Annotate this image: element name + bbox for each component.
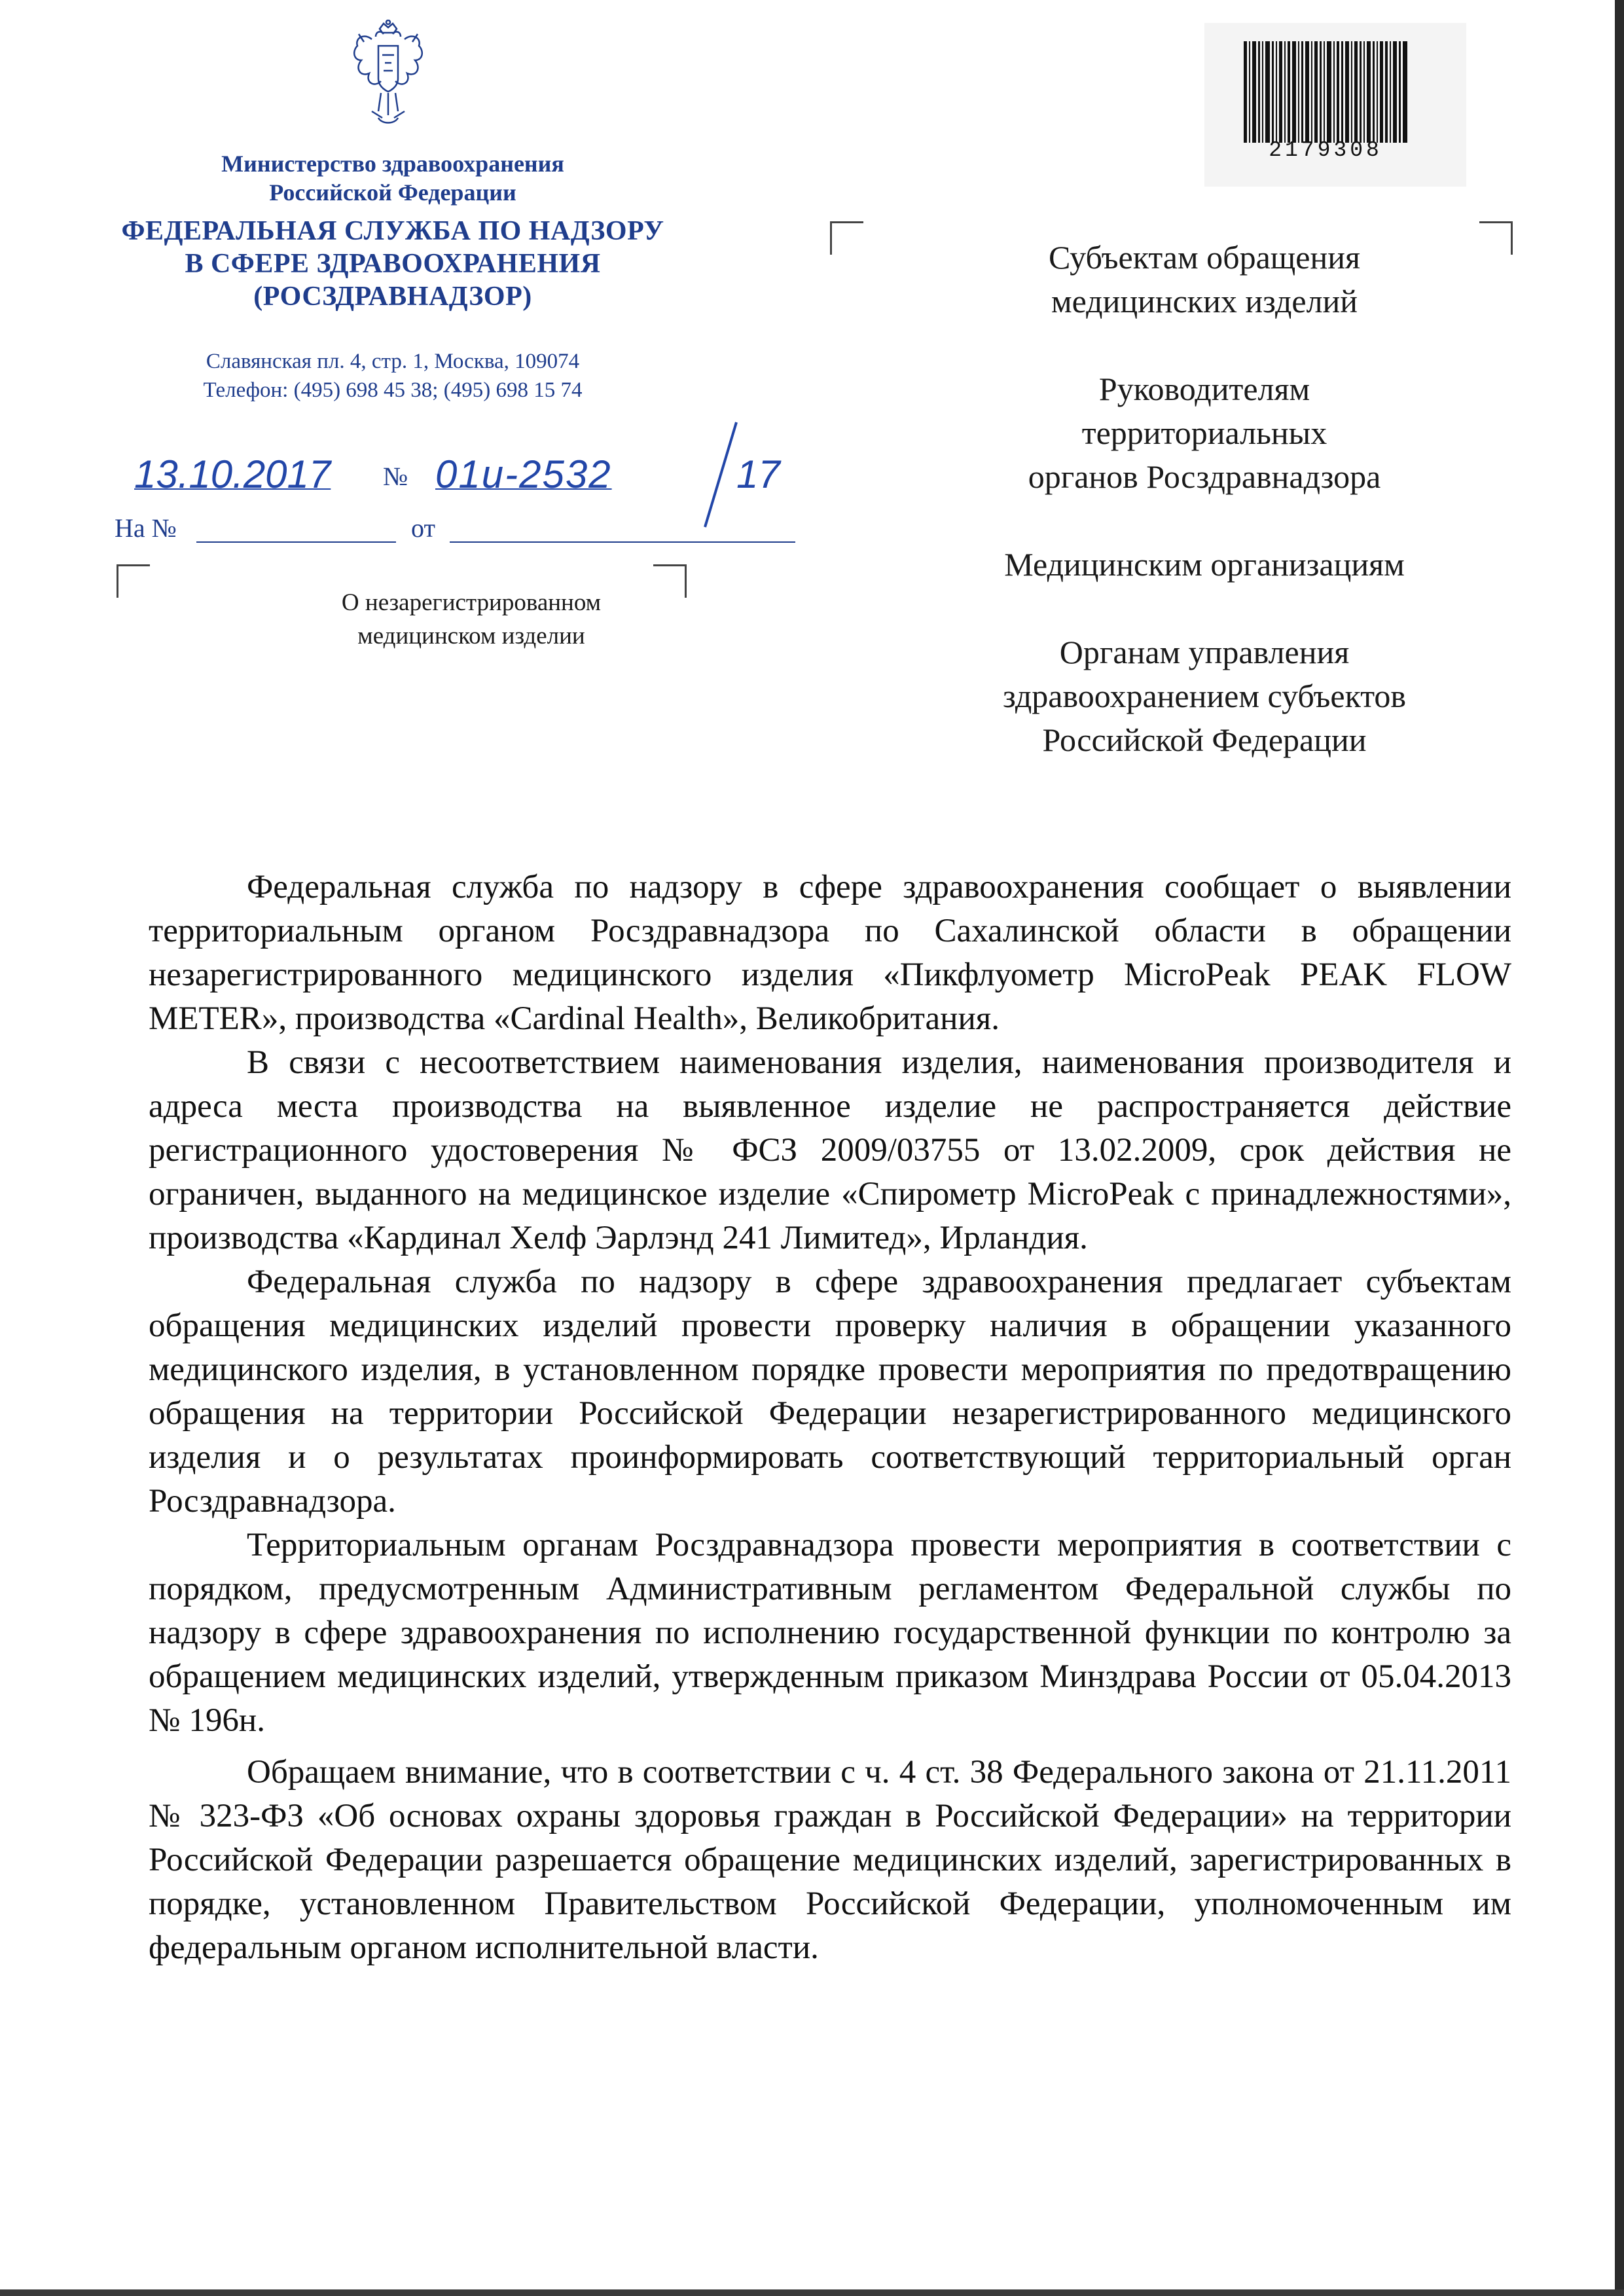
subject-bracket-left: [117, 564, 150, 598]
barcode-sticker: [1204, 23, 1466, 187]
addressee-bracket-left: [830, 221, 863, 255]
addressee-line: медицинских изделий: [1051, 283, 1358, 319]
reference-from-label: от: [411, 513, 435, 543]
addressee-line: здравоохранением субъектов: [1002, 678, 1407, 714]
postal-address: Славянская пл. 4, стр. 1, Москва, 109074: [206, 350, 580, 373]
addressee-line: Субъектам обращения: [1049, 239, 1360, 276]
barcode-number: 2179308: [1269, 138, 1382, 162]
reference-number-blank: [196, 541, 396, 543]
body-paragraph-5: Обращаем внимание, что в соответствии с ч. 4 ст. 38 Федерального закона от 21.11.2011 № 323-ФЗ «Об основах охраны здоровья граждан в Российской Федерации» на территории Российской Федерации разрешается обращение медицинских изделий, зарегистрированных в порядке, установленном Правительством Российской Федерации, уполномоченным им федеральным органом исполнительной власти.: [149, 1754, 1511, 1966]
subject-line-2: медицинском изделии: [357, 623, 585, 649]
reference-line: [115, 513, 691, 545]
registration-year-suffix: 17: [736, 452, 780, 496]
reference-number-label: На №: [115, 513, 177, 543]
reference-date-blank: [450, 541, 795, 543]
double-headed-eagle-emblem-icon: [346, 20, 431, 137]
contact-block: [105, 347, 681, 405]
addressee-block-4: [890, 630, 1519, 762]
addressee-line: Органам управления: [1059, 634, 1350, 670]
scan-bottom-shadow: [0, 2289, 1624, 2296]
service-line-1: ФЕДЕРАЛЬНАЯ СЛУЖБА ПО НАДЗОРУ: [121, 216, 664, 246]
number-sign: №: [383, 462, 408, 491]
registration-date: 13.10.2017: [134, 452, 331, 496]
addressee-block-2: [890, 367, 1519, 499]
addressee-list: [890, 236, 1519, 806]
ministry-line-1: Министерство здравоохранения: [221, 151, 564, 177]
ministry-name: [118, 149, 668, 207]
subject-line-1: О незарегистрированном: [341, 589, 602, 616]
body-paragraph-2: В связи с несоответствием наименования изделия, наименования производителя и адреса места производства на выявленное изделие не распространяется действие регистрационного удостоверения № ФСЗ 2009/03755 от 13.02.2009, срок действия не ограничен, выданного на медицинское изделие «Спирометр MicroPeak с принадлежностями», производства «Кардинал Хелф Эарлэнд 241 Лимитед», Ирландия.: [149, 1044, 1511, 1256]
letter-subject: [275, 586, 668, 653]
registration-number: 01и-2532: [435, 452, 612, 496]
scan-edge-shadow: [1615, 0, 1624, 2296]
addressee-line: Медицинским организациям: [1004, 546, 1405, 583]
addressee-line: Руководителям: [1098, 371, 1310, 407]
body-paragraph-3: Федеральная служба по надзору в сфере здравоохранения предлагает субъектам обращения медицинских изделий провести проверку наличия в обращении указанного медицинского изделия, в установленном порядке провести мероприятия по предотвращению обращения на территории Российской Федерации незарегистрированного медицинского изделия и о результатах проинформировать соответствующий территориальный орган Росздравнадзора.: [149, 1264, 1511, 1520]
barcode-icon: [1244, 41, 1407, 143]
service-line-2: В СФЕРЕ ЗДРАВООХРАНЕНИЯ: [185, 249, 601, 279]
registration-line: [115, 452, 808, 504]
service-line-3: (РОСЗДРАВНАДЗОР): [253, 282, 532, 312]
addressee-line: органов Росздравнадзора: [1028, 458, 1381, 495]
addressee-line: Российской Федерации: [1042, 721, 1367, 758]
body-paragraph-4: Территориальным органам Росздравнадзора провести мероприятия в соответствии с порядком, предусмотренным Административным регламентом Федеральной службы по надзору в сфере здравоохранения по исполнению государственной функции по контролю за обращением медицинских изделий, утвержденным приказом Минздрава России от 05.04.2013 № 196н.: [149, 1527, 1511, 1739]
addressee-line: территориальных: [1081, 414, 1327, 451]
phone-numbers: Телефон: (495) 698 45 38; (495) 698 15 74: [203, 378, 583, 402]
service-name: [98, 215, 687, 313]
letter-body: [149, 866, 1511, 1970]
ministry-line-2: Российской Федерации: [269, 179, 516, 206]
addressee-block-1: [890, 236, 1519, 323]
addressee-block-3: [890, 543, 1519, 587]
body-paragraph-1: Федеральная служба по надзору в сфере здравоохранения сообщает о выявлении территориальным органом Росздравнадзора по Сахалинской области в обращении незарегистрированного медицинского изделия «Пикфлуометр MicroPeak PEAK FLOW METER», производства «Cardinal Health», Великобритания.: [149, 869, 1511, 1037]
